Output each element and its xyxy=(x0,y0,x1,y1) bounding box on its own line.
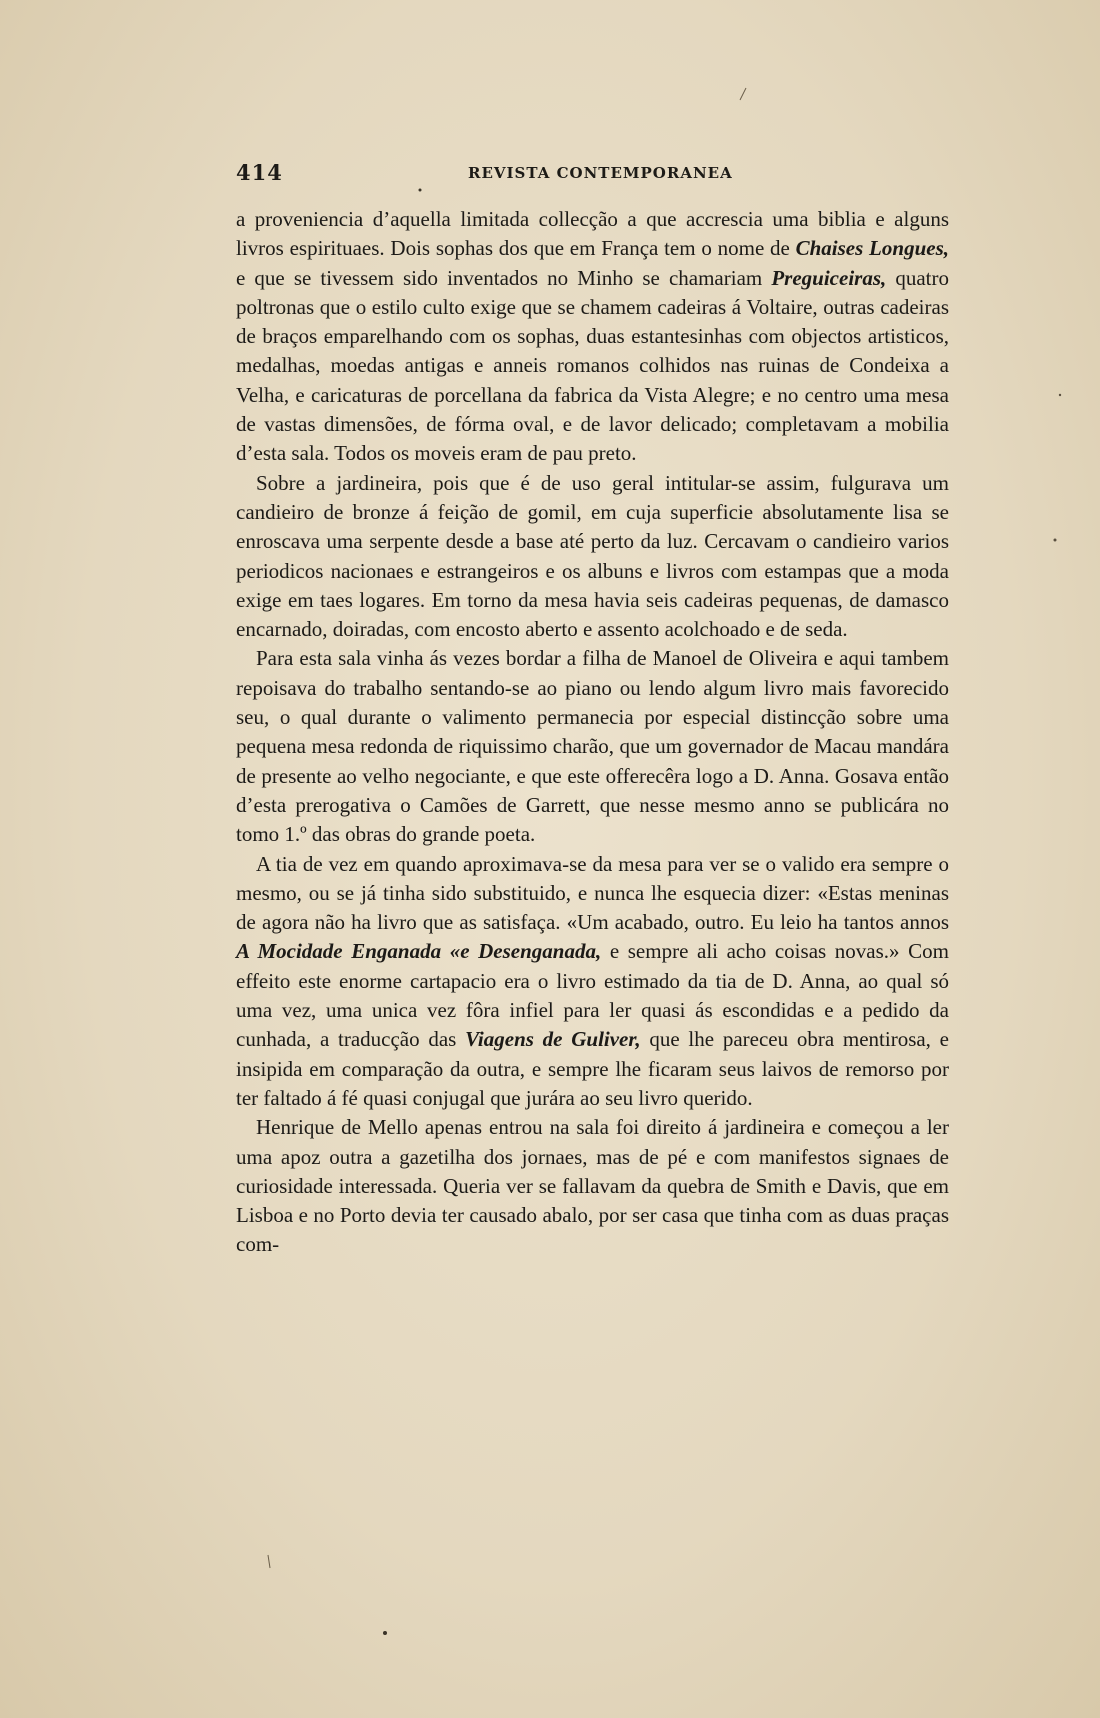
text-segment: Sobre a jardineira, pois que é de uso geral intitular-se assim, fulgurava um candieiro de bronze á feição de gomil, em cuja superficie absolutamente lisa se enroscava uma serpente desde a base até perto da luz. Cercavam o candieiro varios periodicos nacionaes e estrangeiros e os albuns e livros com estampas que a moda exige em taes logares. Em torno da mesa havia seis cadeiras pequenas, de damasco encarnado, doiradas, com encosto aberto e assento acolchoado e de seda. xyxy=(236,470,949,642)
paragraph xyxy=(236,644,949,849)
text-segment: quatro poltronas que o estilo culto exige que se chamem cadeiras á Voltaire, outras cadeiras de braços emparelhando com os sophas, duas estantesinhas com objectos artisticos, medalhas, moedas antigas e anneis romanos colhidos nas ruinas de Condeixa a Velha, e caricaturas de porcellana da fabrica da Vista Alegre; e no centro uma mesa de vastas dimensões, de fórma oval, e de lavor delicado; completavam a mobilia d’esta sala. Todos os moveis eram de pau preto. xyxy=(236,265,949,466)
speck xyxy=(383,1631,387,1635)
italic-title: Chaises Longues, xyxy=(795,236,949,261)
speck xyxy=(740,88,746,100)
italic-title: Viagens de Guliver, xyxy=(465,1027,641,1052)
running-title: REVISTA CONTEMPORANEA xyxy=(468,164,733,182)
body-text xyxy=(236,205,949,1260)
paragraph xyxy=(236,469,949,645)
paragraph xyxy=(236,205,949,469)
speck xyxy=(268,1555,270,1568)
italic-title: A Mocidade Enganada «e Desenganada, xyxy=(236,939,602,964)
paragraph xyxy=(236,1113,949,1259)
page-number: 414 xyxy=(236,160,283,185)
text-segment: Para esta sala vinha ás vezes bordar a filha de Manoel de Oliveira e aqui tambem repoisava do trabalho sentando-se ao piano ou lendo algum livro mais favorecido seu, o qual durante o valimento permanecia por especial distincção sobre uma pequena mesa redonda de riquissimo charão, que um governador de Macau mandára de presente ao velho negociante, e que este offerecêra logo a D. Anna. Gosava então d’esta prerogativa o Camões de Garrett, que nesse mesmo anno se publicára no tomo 1.º das obras do grande poeta. xyxy=(236,646,949,847)
text-segment: Henrique de Mello apenas entrou na sala foi direito á jardineira e começou a ler uma apoz outra a gazetilha dos jornaes, mas de pé e com manifestos signaes de curiosidade interessada. Queria ver se fallavam da quebra de Smith e Davis, que em Lisboa e no Porto devia ter causado abalo, por ser casa que tinha com as duas praças com- xyxy=(236,1115,949,1257)
text-segment: a proveniencia d’aquella limitada collecção a que accrescia uma biblia e alguns livros espirituaes. Dois sophas dos que em França tem o nome de xyxy=(236,207,949,261)
page-header xyxy=(236,160,936,190)
text-segment: A tia de vez em quando aproximava-se da mesa para ver se o valido era sempre o mesmo, ou se já tinha sido substituido, e nunca lhe esquecia dizer: «Estas meninas de agora não ha livro que as satisfaça. «Um acabado, outro. Eu leio ha tantos annos xyxy=(236,851,949,935)
speck xyxy=(1054,539,1057,542)
speck xyxy=(1059,394,1061,396)
text-segment: e que se tivessem sido inventados no Minho se chamariam xyxy=(236,265,772,290)
italic-title: Preguiceiras, xyxy=(771,265,887,290)
text-segment: e sempre ali acho coisas novas.» Com effeito este enorme cartapacio era o livro estimado da tia de D. Anna, ao qual só uma vez, uma unica vez fôra infiel para ler quasi ás escondidas e a pedido da cunhada, a traducção das xyxy=(236,939,949,1052)
text-segment: que lhe pareceu obra mentirosa, e insipida em comparação da outra, e sempre lhe ficaram seus laivos de remorso por ter faltado á fé quasi conjugal que jurára ao seu livro querido. xyxy=(236,1027,949,1110)
paragraph xyxy=(236,850,949,1114)
